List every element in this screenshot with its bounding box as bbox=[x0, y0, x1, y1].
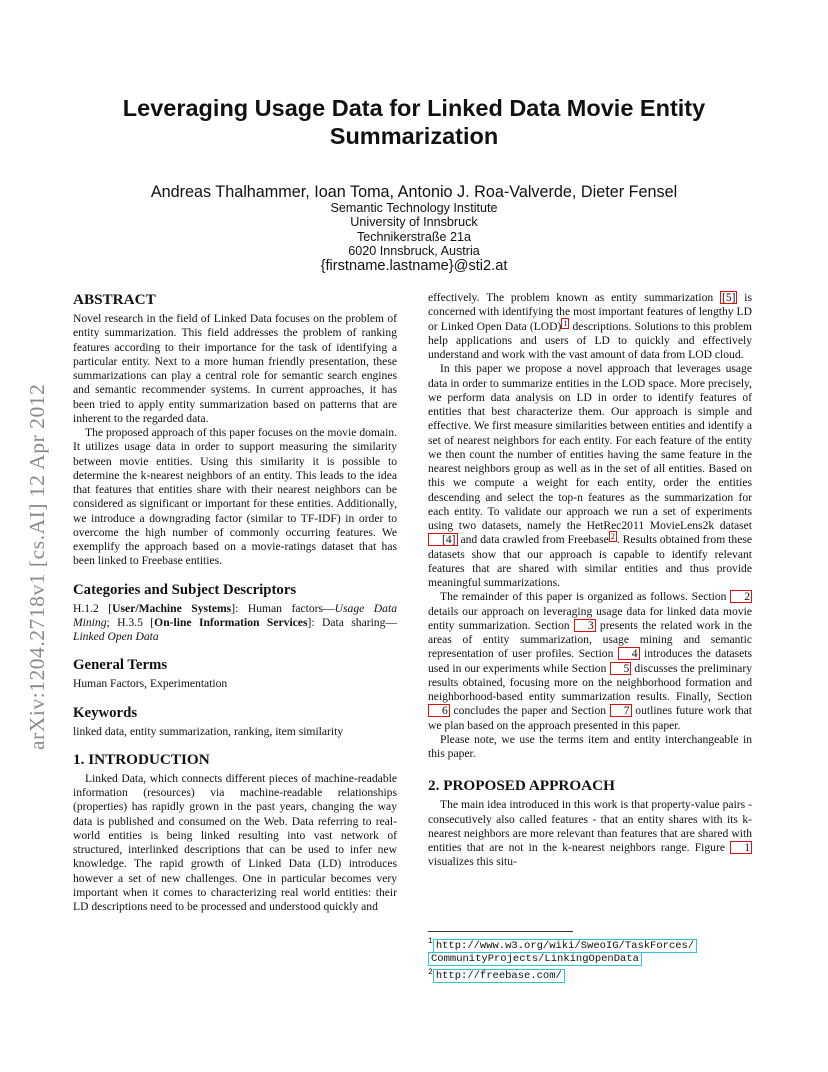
section-link[interactable]: 2 bbox=[730, 590, 752, 603]
abstract-paragraph-2: The proposed approach of this paper focuses on the movie domain. It utilizes usage data in order to support measuring the similarity between movie entities. Using this similarity it is possible to determine the k-nearest neighbors of an entity. This leads to the idea that features that entities share with their nearest neighbors can be considered as significant or important for these entities. Additionally, we introduce a downgrading factor (similar to TF-IDF) in order to overcome the high number of commonly occurring features. We exemplify the approach based on a movie-ratings dataset that has been linked to Freebase entities. bbox=[73, 426, 397, 568]
keywords-text: linked data, entity summarization, ranking, item similarity bbox=[73, 724, 344, 738]
section-link[interactable]: 6 bbox=[428, 704, 450, 717]
figure-link[interactable]: 1 bbox=[730, 841, 752, 854]
abstract-heading: ABSTRACT bbox=[73, 291, 156, 308]
affiliation-city: 6020 Innsbruck, Austria bbox=[348, 243, 480, 258]
categories-text bbox=[73, 602, 397, 645]
category-name: User/Machine Systems bbox=[112, 601, 232, 615]
paper-title: Leveraging Usage Data for Linked Data Movie Entity Summarization bbox=[122, 95, 706, 149]
footnote-2 bbox=[428, 966, 758, 984]
text-run: introduces the datasets used in our experiments while Section bbox=[428, 647, 752, 675]
footnotes bbox=[428, 931, 758, 984]
text-run: is concerned with identifying the most important features of lengthy LD or Linked Open Data (LOD) bbox=[428, 291, 752, 333]
text-run: visualizes this situ- bbox=[428, 855, 517, 869]
approach-paragraph-1 bbox=[428, 798, 752, 869]
affiliation-street: Technikerstraße 21a bbox=[356, 229, 472, 244]
text-run: and data crawled from Freebase bbox=[457, 533, 609, 547]
footnote-mark: 1 bbox=[428, 937, 433, 946]
introduction-paragraph-1: Linked Data, which connects different pieces of machine-readable information (resources) via machine-readable relationships (properties) has rapidly grown in the past years, changing the way data is published and consumed on the Web. Data referring to real-world entities is being linked resulting into vast network of structured, interlinked descriptions that can be used to infer new knowledge. The rapid growth of Linked Data (LD) introduces however a set of new challenges. One in particular becomes very important when it comes to characterizing real world entities: their LD descriptions need to be processed and understood quickly and bbox=[73, 771, 397, 913]
category-subject: ]: Data sharing— bbox=[307, 615, 397, 629]
category-term: Usage Data Mining bbox=[73, 601, 397, 629]
section-link[interactable]: 3 bbox=[574, 619, 596, 632]
introduction-paragraph-2 bbox=[428, 362, 752, 590]
text-run: . Results obtained from these datasets show that our approach is capable to identify relevant features that are shared with similar entities and thus provide meaningful summarizations. bbox=[428, 533, 752, 589]
approach-heading: 2. PROPOSED APPROACH bbox=[428, 777, 615, 795]
footnote-url[interactable]: CommunityProjects/LinkingOpenData bbox=[428, 952, 642, 966]
affiliation-email: {firstname.lastname}@sti2.at bbox=[320, 258, 508, 275]
citation-link[interactable]: [5] bbox=[721, 291, 736, 304]
category-name: On-line Information Services bbox=[154, 615, 308, 629]
footnote-1 bbox=[428, 935, 758, 966]
footnote-url[interactable]: http://freebase.com/ bbox=[433, 969, 565, 983]
right-column bbox=[428, 291, 752, 870]
text-run: In this paper we propose a novel approach that leverages usage data in order to summarize entities in the LOD space. More precisely, we perform data analysis on LD in order to identify features of entities that best characterize them. Our approach is simple and effective. We first measure similarities between entities and identify a set of nearest neighbors for each entity. For each feature of the entity we then count the number of entities having the same feature in the nearest neighbors group as well as in the set of all entities. Based on this we compute a weight for each entity, order the entities descending and select the top-n features as the summarization for each entity. To validate our approach we run a set of experiments using two datasets, namely the HetRec2011 MovieLens2k dataset bbox=[428, 362, 752, 532]
footnote-rule bbox=[428, 931, 573, 932]
text-run: concludes the paper and Section bbox=[449, 704, 610, 718]
arxiv-sidebar bbox=[25, 300, 49, 750]
footnote-url[interactable]: http://www.w3.org/wiki/SweoIG/TaskForces/ bbox=[433, 939, 697, 953]
section-link[interactable]: 5 bbox=[610, 662, 632, 675]
general-terms-heading: General Terms bbox=[73, 657, 168, 674]
footnote-link[interactable]: 2 bbox=[610, 532, 615, 542]
text-run: outlines future work that we plan based on the approach presented in this paper. bbox=[428, 704, 752, 732]
category-term: Linked Open Data bbox=[73, 630, 159, 643]
keywords-heading: Keywords bbox=[73, 704, 138, 721]
affiliation-institute: Semantic Technology Institute bbox=[330, 201, 498, 215]
footnote-link[interactable]: 1 bbox=[563, 318, 568, 328]
category-code: ; H.3.5 [ bbox=[106, 615, 155, 629]
text-run: descriptions. Solutions to this problem help applications and users of LD to quickly and effectively understand and work with the vast amount of data from LOD cloud. bbox=[428, 319, 752, 361]
general-terms-text: Human Factors, Experimentation bbox=[73, 677, 228, 691]
text-run: presents the related work in the areas of entity summarization, usage mining and semantic representation of user profiles. Section bbox=[428, 618, 752, 661]
category-code: H.1.2 [ bbox=[73, 601, 113, 615]
introduction-paragraph-3 bbox=[428, 590, 752, 733]
text-run: The remainder of this paper is organized as follows. Section bbox=[440, 590, 731, 604]
text-run: effectively. The problem known as entity summarization bbox=[428, 291, 720, 304]
introduction-paragraph-4: Please note, we use the terms item and entity interchangeable in this paper. bbox=[428, 732, 752, 760]
categories-heading: Categories and Subject Descriptors bbox=[73, 581, 297, 598]
affiliation bbox=[60, 201, 768, 275]
affiliation-university: University of Innsbruck bbox=[350, 215, 478, 230]
section-link[interactable]: 7 bbox=[610, 704, 632, 717]
footnote-mark: 2 bbox=[428, 967, 433, 977]
introduction-paragraph-1-cont bbox=[428, 291, 752, 362]
text-run: discusses the preliminary results obtained, focusing more on the neighborhood formation and neighborhood-based entity summarization results. Finally, Section bbox=[428, 661, 752, 703]
citation-link[interactable]: [4] bbox=[428, 533, 458, 546]
text-run: details our approach on leveraging usage data for linked data movie entity summarization. Section bbox=[428, 604, 752, 632]
category-subject: ]: Human factors— bbox=[231, 601, 335, 615]
author-list: Andreas Thalhammer, Ioan Toma, Antonio J. Roa-Valverde, Dieter Fensel bbox=[150, 183, 678, 201]
introduction-heading: 1. INTRODUCTION bbox=[73, 750, 210, 768]
text-run: The main idea introduced in this work is that property-value pairs - consecutively also called features - that an entity shares with its k-nearest neighbors are more relevant than features that are shared with entities that are not in the k-nearest neighbors range. Figure bbox=[428, 798, 752, 854]
left-column bbox=[73, 291, 397, 914]
arxiv-stamp: arXiv:1204.2718v1 [cs.AI] 12 Apr 2012 bbox=[25, 383, 49, 750]
section-link[interactable]: 4 bbox=[618, 647, 640, 660]
abstract-paragraph-1: Novel research in the field of Linked Data focuses on the problem of entity summarization. This field addresses the problem of ranking features according to their importance for the task of identifying a particular entity. Next to a more human friendly presentation, these summarizations can play a central role for semantic search engines and semantic recommender systems. In current approaches, it has been tried to apply entity summarization based on patterns that are inherent to the regarded data. bbox=[73, 312, 397, 425]
